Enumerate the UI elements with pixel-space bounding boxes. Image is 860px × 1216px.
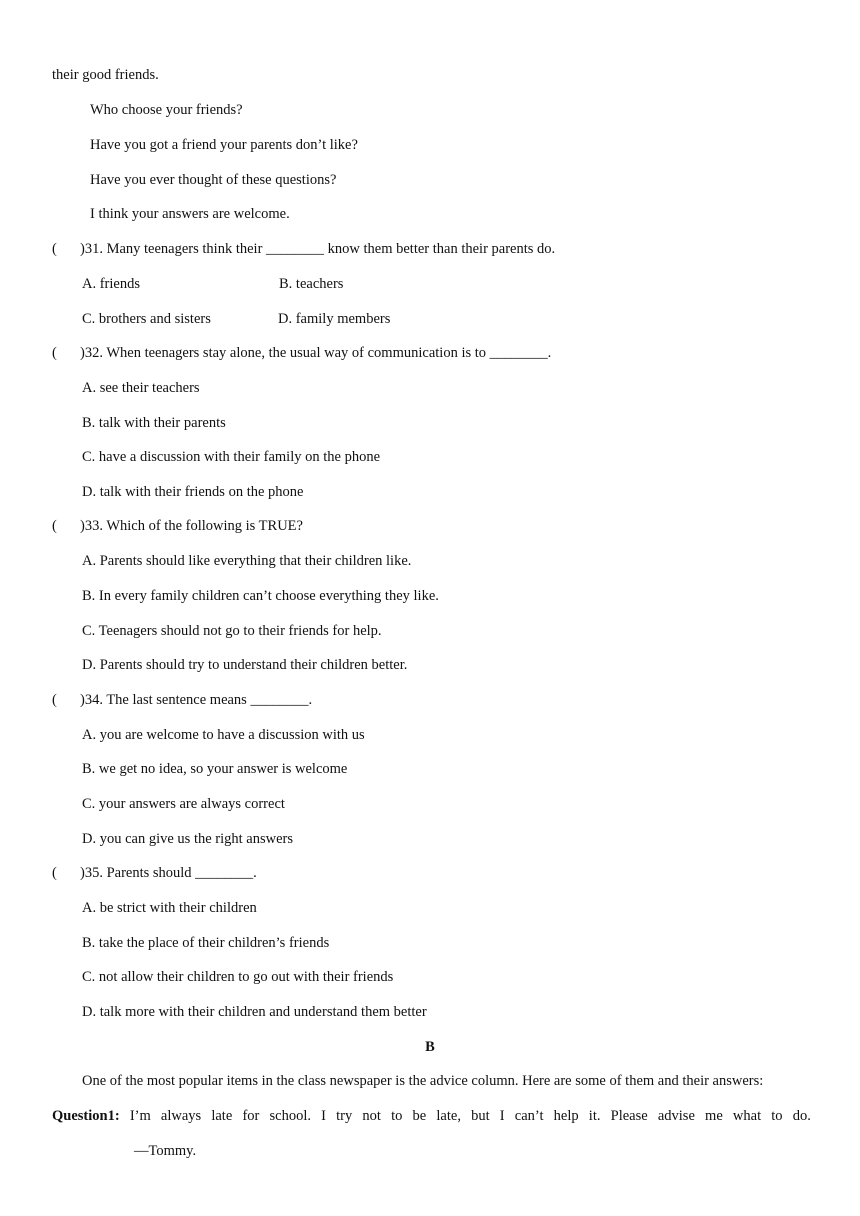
passage-line: Who choose your friends? bbox=[90, 102, 243, 118]
option-b: B. take the place of their children’s friends bbox=[82, 935, 330, 951]
question-1: Question1: I’m always late for school. I try not to be late, but I can’t help it. Please advise me what to do. bbox=[52, 1108, 811, 1124]
option-c: C. your answers are always correct bbox=[82, 796, 285, 812]
option-b: B. talk with their parents bbox=[82, 415, 226, 431]
option-b: B. In every family children can’t choose everything they like. bbox=[82, 588, 439, 604]
passage-line: I think your answers are welcome. bbox=[90, 206, 290, 222]
option-a: A. Parents should like everything that their children like. bbox=[82, 553, 412, 569]
option-c: C. Teenagers should not go to their friends for help. bbox=[82, 623, 382, 639]
passage-line: Have you ever thought of these questions? bbox=[90, 172, 337, 188]
option-a: A. be strict with their children bbox=[82, 900, 257, 916]
option-a: A. you are welcome to have a discussion with us bbox=[82, 727, 365, 743]
option-c: C. not allow their children to go out with their friends bbox=[82, 969, 394, 985]
passage-text: their good friends. bbox=[52, 67, 159, 83]
option-d: D. talk with their friends on the phone bbox=[82, 484, 304, 500]
question-signature: —Tommy. bbox=[134, 1143, 197, 1159]
answer-bracket[interactable]: ( bbox=[52, 241, 57, 257]
option-d: D. Parents should try to understand their children better. bbox=[82, 657, 408, 673]
option-b: B. teachers bbox=[279, 276, 344, 292]
question-33 bbox=[52, 517, 303, 535]
option-d: D. family members bbox=[278, 311, 391, 327]
question-stem: )34. The last sentence means ________. bbox=[80, 692, 313, 708]
answer-bracket[interactable]: ( bbox=[52, 345, 57, 361]
answer-bracket[interactable]: ( bbox=[52, 692, 57, 708]
option-b: B. we get no idea, so your answer is welcome bbox=[82, 761, 348, 777]
option-c: C. have a discussion with their family on the phone bbox=[82, 449, 381, 465]
question-stem: )35. Parents should ________. bbox=[80, 865, 257, 881]
question-31 bbox=[52, 240, 555, 258]
answer-bracket[interactable]: ( bbox=[52, 518, 57, 534]
question-stem: )31. Many teenagers think their ________ know them better than their parents do. bbox=[80, 241, 556, 257]
option-a: A. friends bbox=[82, 276, 140, 292]
question-label: Question1: bbox=[52, 1108, 120, 1124]
question-35 bbox=[52, 864, 257, 882]
passage-line: Have you got a friend your parents don’t like? bbox=[90, 137, 358, 153]
option-c: C. brothers and sisters bbox=[82, 311, 211, 327]
question-34 bbox=[52, 691, 312, 709]
section-heading: B bbox=[425, 1039, 435, 1055]
section-intro: One of the most popular items in the class newspaper is the advice column. Here are some of them and their answers: bbox=[82, 1073, 764, 1089]
option-d: D. you can give us the right answers bbox=[82, 831, 294, 847]
question-stem: )32. When teenagers stay alone, the usual way of communication is to ________. bbox=[80, 345, 552, 361]
answer-bracket[interactable]: ( bbox=[52, 865, 57, 881]
option-a: A. see their teachers bbox=[82, 380, 200, 396]
question-32 bbox=[52, 344, 551, 362]
question-stem: )33. Which of the following is TRUE? bbox=[80, 518, 303, 534]
option-d: D. talk more with their children and understand them better bbox=[82, 1004, 427, 1020]
